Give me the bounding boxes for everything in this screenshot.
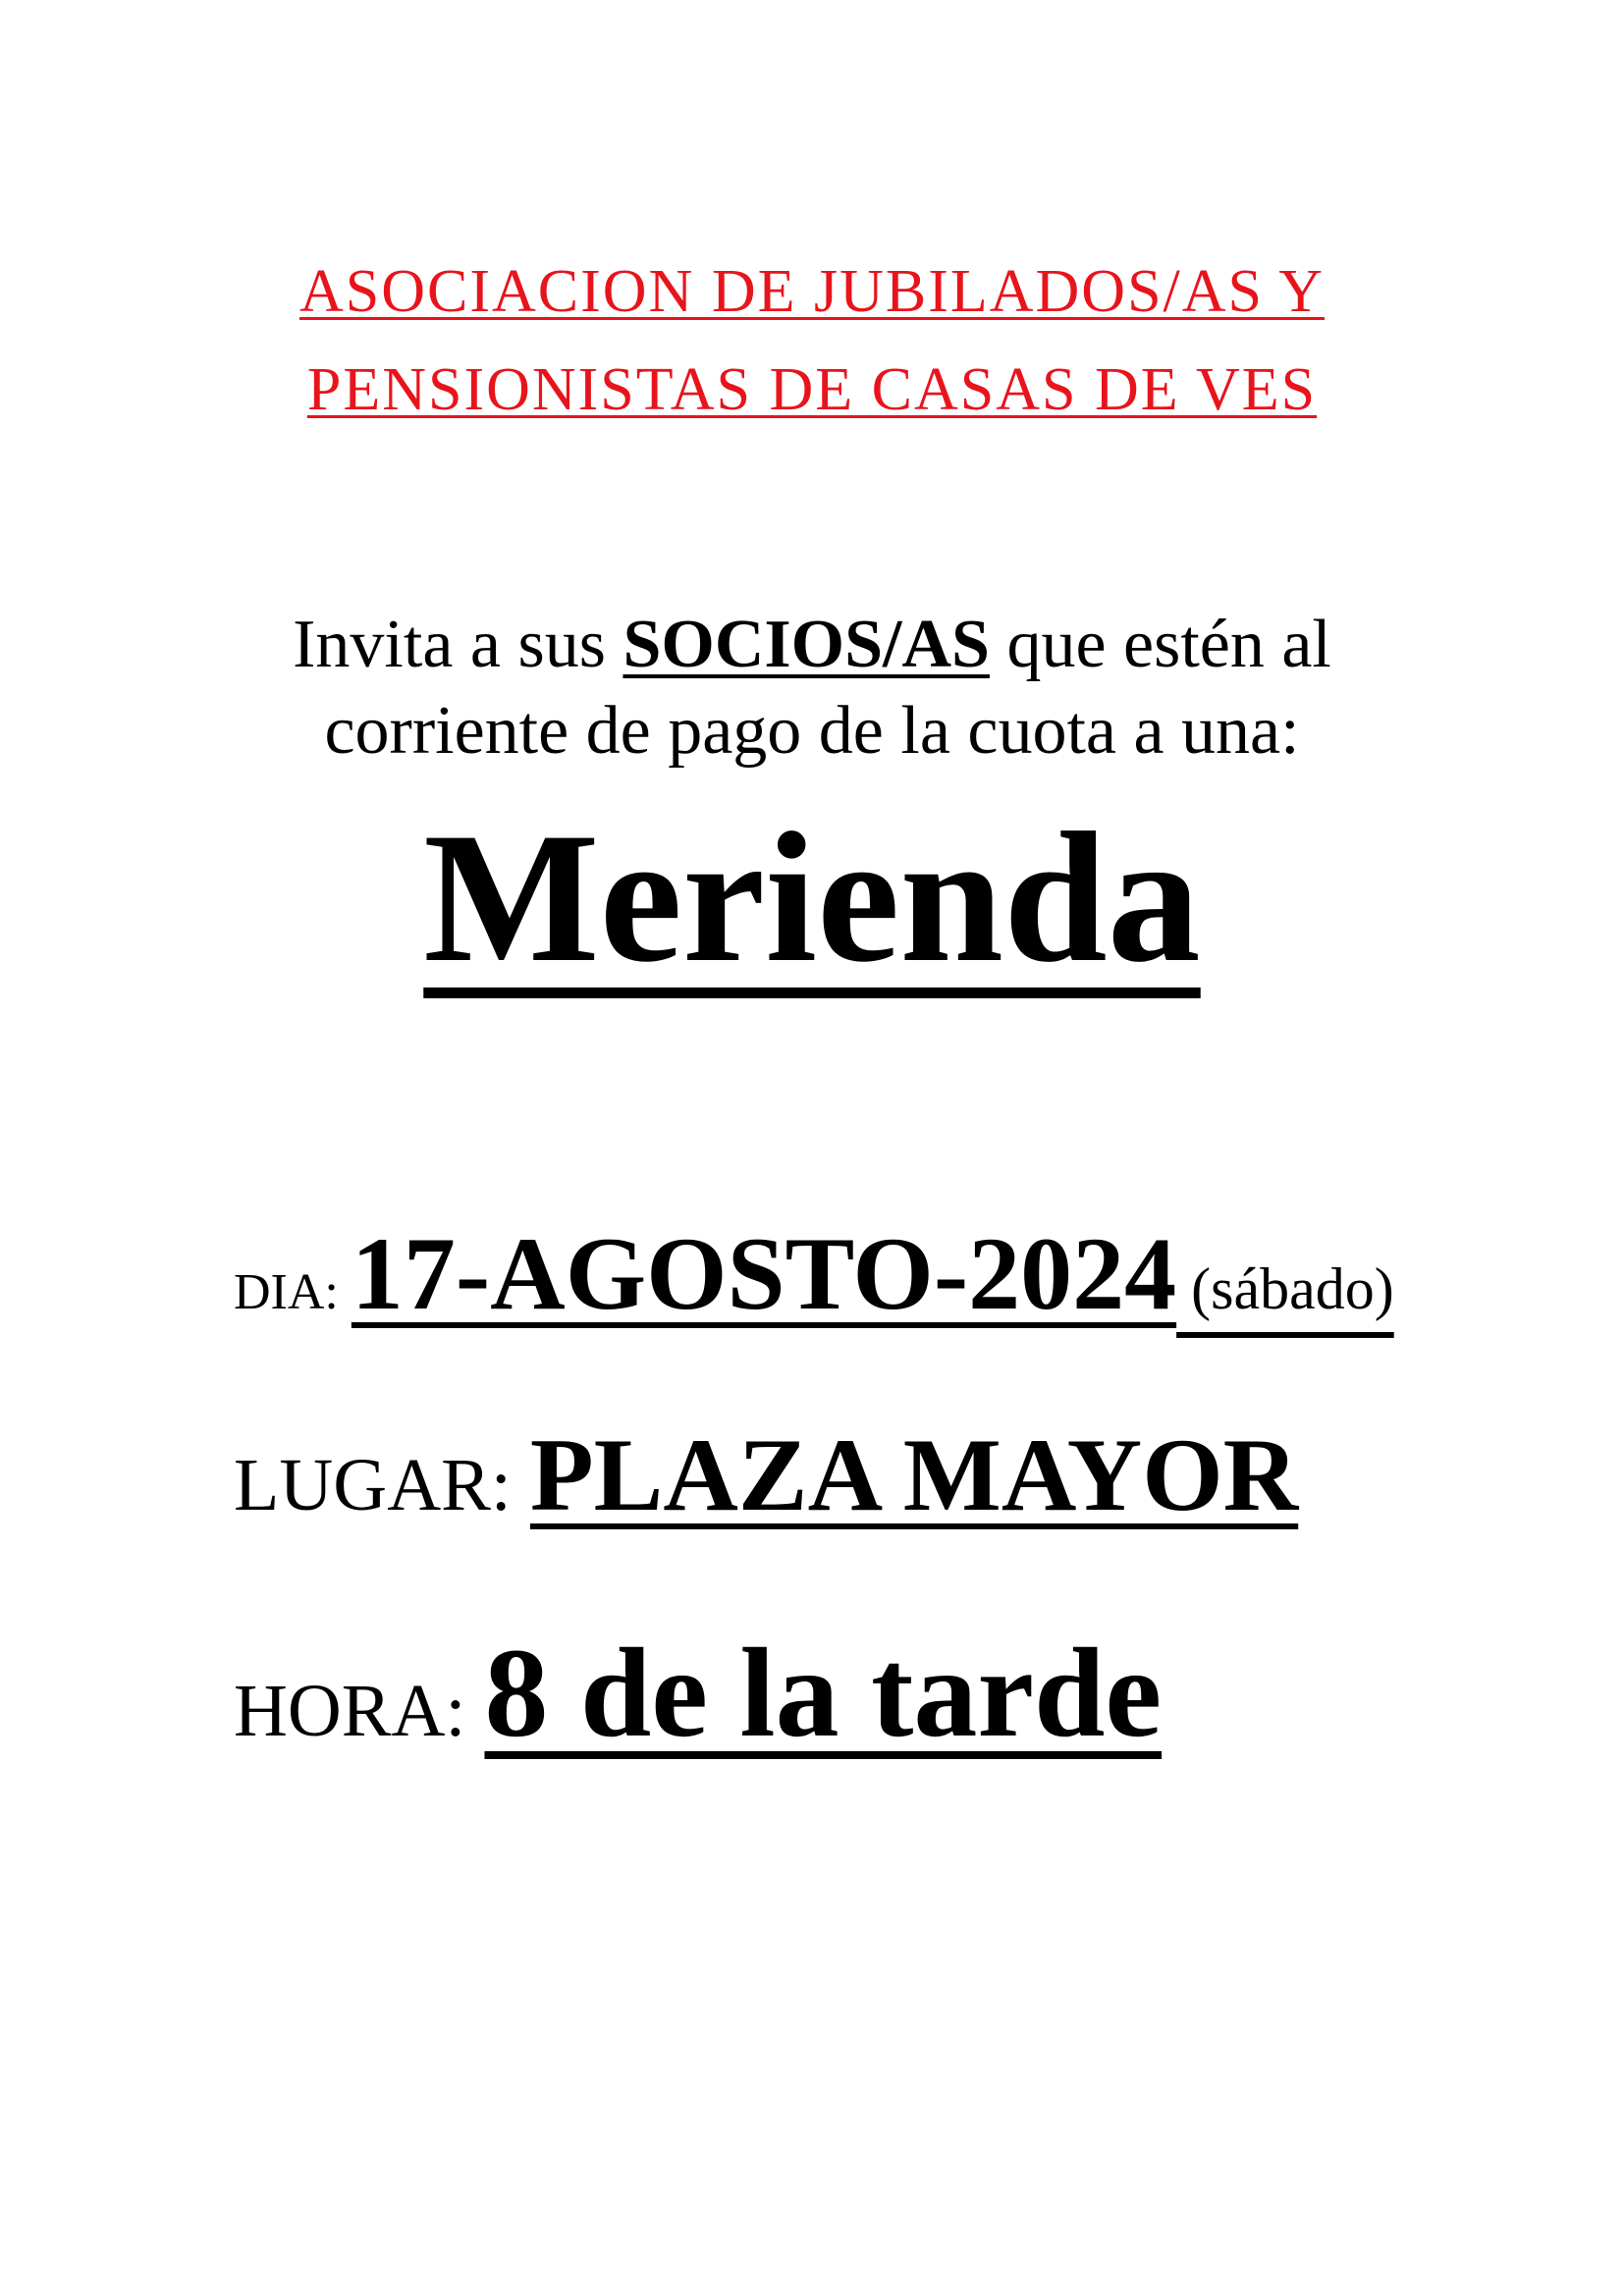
invitation-line-1 bbox=[0, 607, 1624, 682]
place-value: PLAZA MAYOR bbox=[529, 1417, 1299, 1532]
weekday-note: (sábado) bbox=[1176, 1256, 1394, 1321]
time-label: HORA: bbox=[234, 1670, 485, 1752]
event-date-row bbox=[234, 1216, 1394, 1331]
event-title bbox=[0, 795, 1624, 1001]
date-value: 17-AGOSTO-2024 bbox=[351, 1216, 1177, 1331]
association-name-line-1-text: ASOCIACION DE JUBILADOS/AS Y bbox=[298, 258, 1326, 325]
event-title-text: Merienda bbox=[423, 795, 1201, 1001]
invitation-text-end: que estén al bbox=[989, 607, 1331, 682]
event-time-row bbox=[234, 1623, 1163, 1764]
association-name-line-1 bbox=[0, 258, 1624, 325]
invitation-text-start: Invita a sus bbox=[293, 607, 623, 682]
invitation-line-2 bbox=[0, 693, 1624, 769]
time-value: 8 de la tarde bbox=[484, 1623, 1163, 1764]
date-label: DIA: bbox=[234, 1264, 352, 1320]
members-highlight: SOCIOS/AS bbox=[623, 607, 990, 682]
invitation-line-2-text: corriente de pago de la cuota a una: bbox=[324, 693, 1300, 769]
association-name-line-2-text: PENSIONISTAS DE CASAS DE VES bbox=[306, 356, 1318, 423]
association-name-line-2 bbox=[0, 356, 1624, 423]
event-place-row bbox=[234, 1417, 1299, 1532]
place-label: LUGAR: bbox=[234, 1444, 530, 1526]
